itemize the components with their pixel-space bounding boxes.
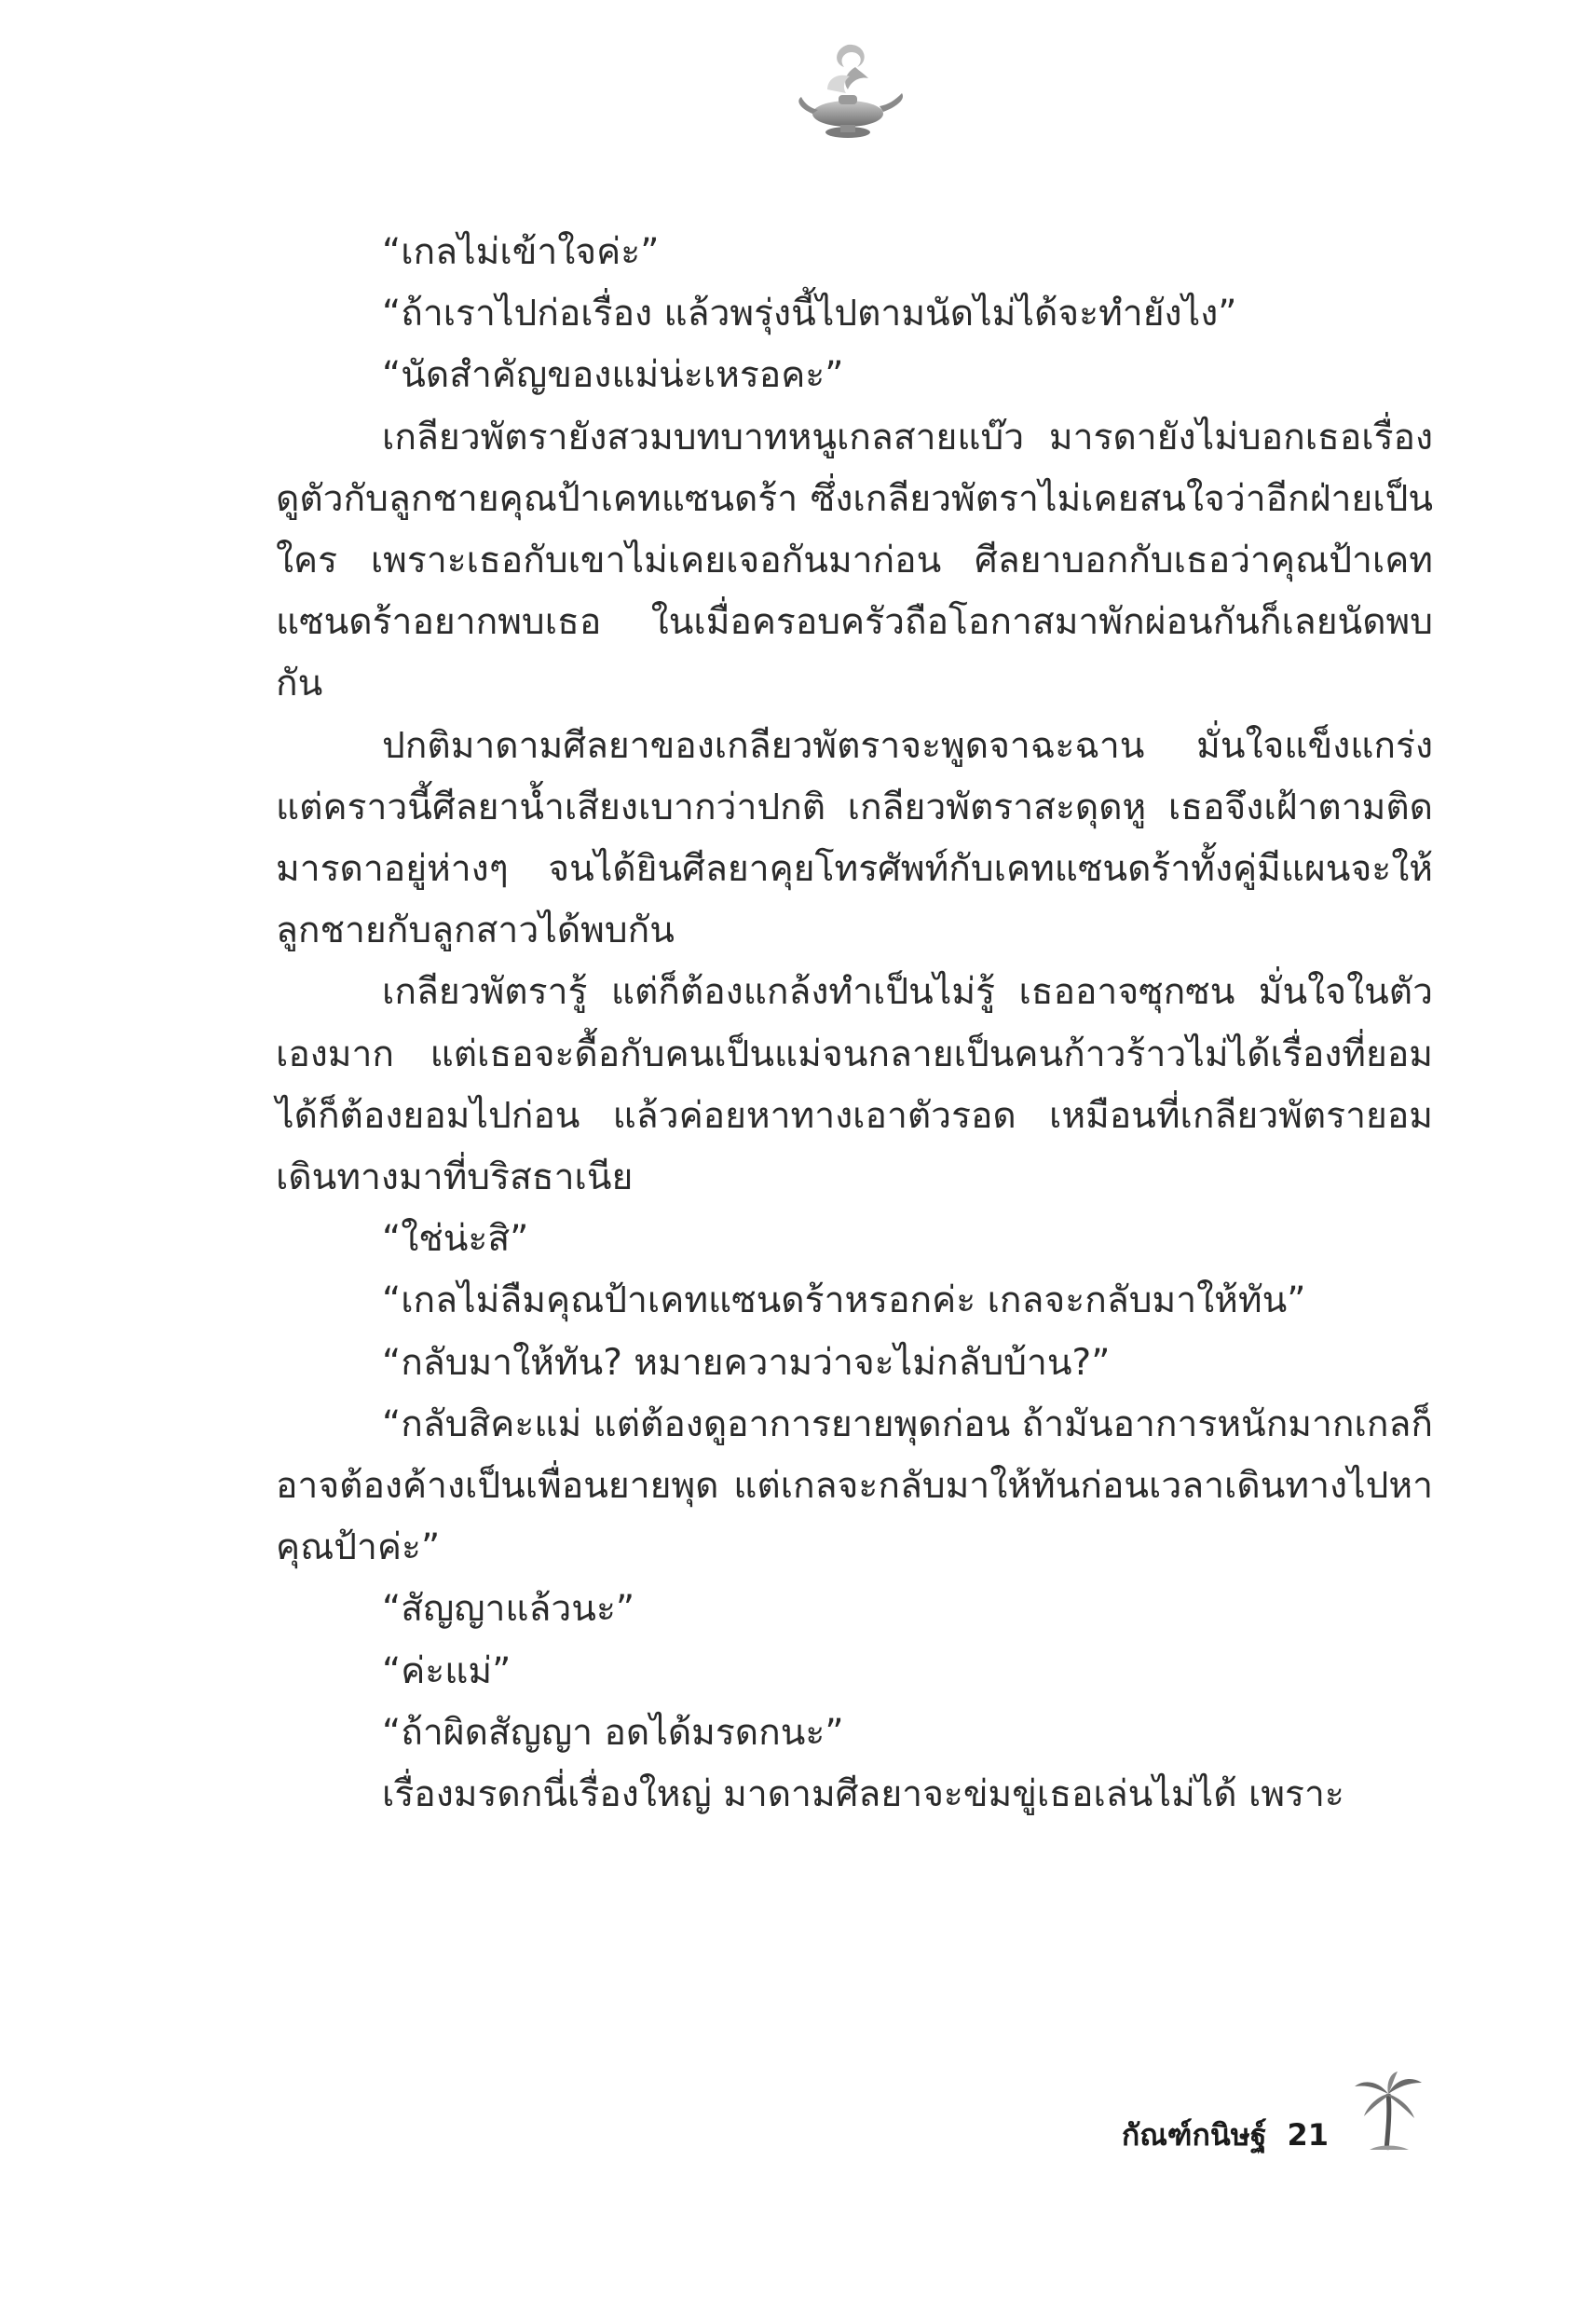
dialogue-line: “ถ้าเราไปก่อเรื่อง แล้วพรุ่งนี้ไปตามนัดไม่ได้จะทำยังไง” [382,293,1237,335]
dialogue-line: “ถ้าผิดสัญญา อดได้มรดกนะ” [382,1711,844,1754]
footer-book-title: กัณฑ์กนิษฐ์ [1121,2117,1267,2153]
dialogue-line: “สัญญาแล้วนะ” [382,1588,635,1631]
paragraph: “กลับสิคะแม่ แต่ต้องดูอาการยายพุดก่อน ถ้ามันอาการหนักมากเกลก็อาจต้องค้างเป็นเพื่อนยายพุด แต่เกลจะกลับมาให้ทันก่อนเวลาเดินทางไปหาคุณป้าค่ะ” [276,1402,1433,1569]
paragraph: เกลียวพัตรารู้ แต่ก็ต้องแกล้งทำเป็นไม่รู้ เธออาจซุกซน มั่นใจในตัวเองมาก แต่เธอจะดื้อกับคนเป็นแม่จนกลายเป็นคนก้าวร้าวไม่ได้เรื่องที่ยอมได้ก็ต้องยอมไปก่อน แล้วค่อยหาทางเอาตัวรอด เหมือนที่เกลียวพัตรายอมเดินทางมาที่บริสธาเนีย [276,971,1433,1199]
body-text [276,222,1433,1826]
paragraph: ปกติมาดามศีลยาของเกลียวพัตราจะพูดจาฉะฉาน มั่นใจแข็งแกร่ง แต่คราวนี้ศีลยาน้ำเสียงเบากว่าปกติ เกลียวพัตราสะดุดหู เธอจึงเฝ้าตามติดมารดาอยู่ห่างๆ จนได้ยินศีลยาคุยโทรศัพท์กับเคทแซนดร้าทั้งคู่มีแผนจะให้ลูกชายกับลูกสาวได้พบกัน [276,724,1433,952]
paragraph: เรื่องมรดกนี่เรื่องใหญ่ มาดามศีลยาจะข่มขู่เธอเล่นไม่ได้ เพราะ [382,1773,1344,1816]
dialogue-line: “เกลไม่เข้าใจค่ะ” [382,231,660,273]
dialogue-line: “นัดสำคัญของแม่น่ะเหรอคะ” [382,354,844,397]
dialogue-line: “ค่ะแม่” [382,1649,512,1692]
genie-lamp-icon [790,35,911,157]
page-number: 21 [1287,2117,1329,2153]
paragraph: เกลียวพัตรายังสวมบทบาทหนูเกลสายแบ๊ว มารดายังไม่บอกเธอเรื่องดูตัวกับลูกชายคุณป้าเคทแซนดร้า ซึ่งเกลียวพัตราไม่เคยสนใจว่าอีกฝ่ายเป็นใคร เพราะเธอกับเขาไม่เคยเจอกันมาก่อน ศีลยาบอกกับเธอว่าคุณป้าเคทแซนดร้าอยากพบเธอ ในเมื่อครอบครัวถือโอกาสมาพักผ่อนกันก็เลยนัดพบกัน [276,416,1433,705]
dialogue-line: “กลับมาให้ทัน? หมายความว่าจะไม่กลับบ้าน?” [382,1341,1111,1384]
dialogue-line: “เกลไม่ลืมคุณป้าเคทแซนดร้าหรอกค่ะ เกลจะกลับมาให้ทัน” [382,1279,1306,1322]
palm-tree-icon [1351,2070,1425,2154]
dialogue-line: “ใช่น่ะสิ” [382,1218,529,1261]
page-footer [1122,2070,1425,2154]
